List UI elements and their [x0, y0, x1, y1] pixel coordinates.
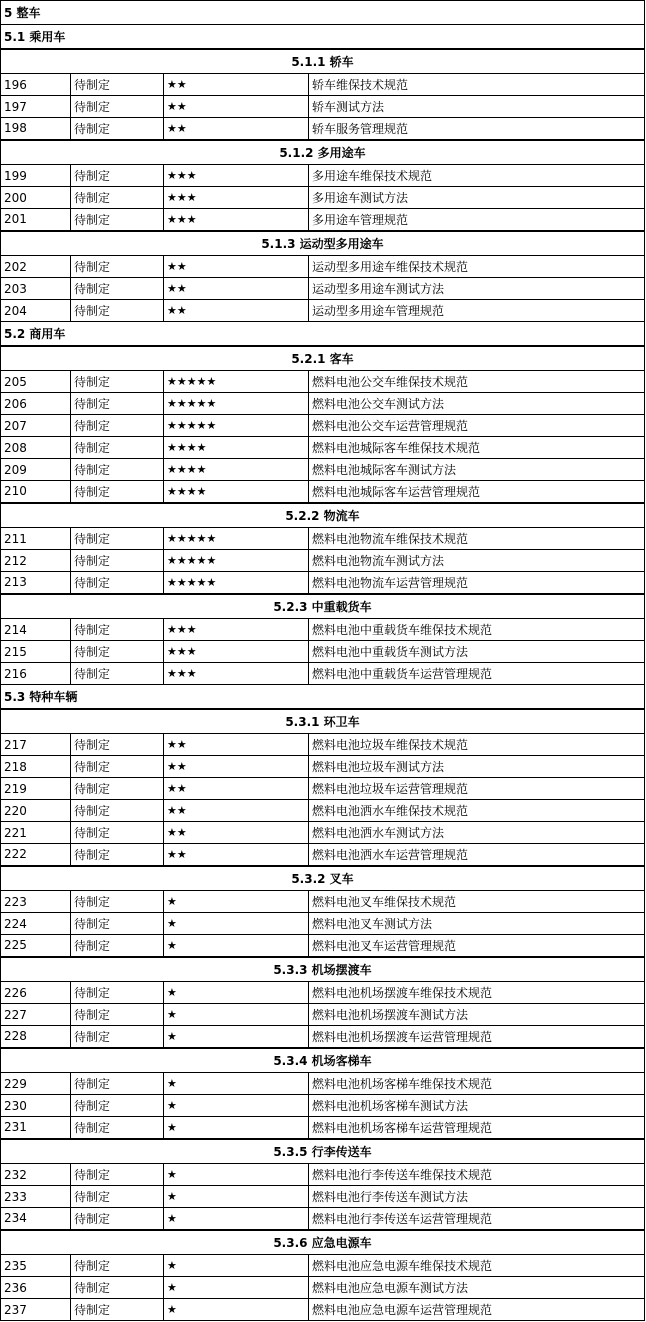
table-row: [1, 481, 645, 503]
table-row: [1, 300, 645, 322]
item-standard-name: 燃料电池公交车测试方法: [309, 393, 645, 415]
item-number: 205: [1, 371, 71, 393]
item-standard-name: 燃料电池城际客车维保技术规范: [309, 437, 645, 459]
table-row: [1, 118, 645, 140]
table-row: [1, 734, 645, 756]
table-row: [1, 778, 645, 800]
item-status: 待制定: [71, 913, 164, 935]
item-priority-stars: ★★★★★: [164, 371, 309, 393]
item-status: 待制定: [71, 1277, 164, 1299]
item-standard-name: 燃料电池洒水车维保技术规范: [309, 800, 645, 822]
table-row: [1, 74, 645, 96]
item-priority-stars: ★★★: [164, 165, 309, 187]
table-row: [1, 935, 645, 957]
item-number: 225: [1, 935, 71, 957]
item-priority-stars: ★: [164, 1255, 309, 1277]
item-number: 200: [1, 187, 71, 209]
item-number: 226: [1, 982, 71, 1004]
item-standard-name: 燃料电池机场摆渡车维保技术规范: [309, 982, 645, 1004]
item-priority-stars: ★: [164, 913, 309, 935]
item-priority-stars: ★★★★: [164, 437, 309, 459]
item-standard-name: 燃料电池洒水车运营管理规范: [309, 844, 645, 866]
item-priority-stars: ★: [164, 1004, 309, 1026]
subsection-title: 5.3.3 机场摆渡车: [1, 957, 645, 982]
item-number: 206: [1, 393, 71, 415]
item-number: 231: [1, 1117, 71, 1139]
table-row: [1, 550, 645, 572]
item-priority-stars: ★★★: [164, 187, 309, 209]
item-status: 待制定: [71, 1208, 164, 1230]
item-number: 199: [1, 165, 71, 187]
item-status: 待制定: [71, 822, 164, 844]
item-number: 220: [1, 800, 71, 822]
item-standard-name: 燃料电池机场摆渡车测试方法: [309, 1004, 645, 1026]
table-row: [1, 209, 645, 231]
item-standard-name: 燃料电池物流车维保技术规范: [309, 528, 645, 550]
item-status: 待制定: [71, 278, 164, 300]
item-priority-stars: ★★: [164, 844, 309, 866]
item-priority-stars: ★★★: [164, 619, 309, 641]
item-number: 233: [1, 1186, 71, 1208]
subsection-header-row: [1, 957, 645, 982]
item-standard-name: 燃料电池中重载货车维保技术规范: [309, 619, 645, 641]
section-title: 5.2 商用车: [1, 322, 645, 346]
item-status: 待制定: [71, 619, 164, 641]
item-priority-stars: ★: [164, 982, 309, 1004]
item-priority-stars: ★: [164, 935, 309, 957]
item-priority-stars: ★★★★★: [164, 572, 309, 594]
item-number: 221: [1, 822, 71, 844]
standards-table-body: [1, 1, 645, 1321]
item-standard-name: 燃料电池城际客车运营管理规范: [309, 481, 645, 503]
item-priority-stars: ★★★: [164, 663, 309, 685]
item-priority-stars: ★★★: [164, 209, 309, 231]
item-priority-stars: ★★★★: [164, 481, 309, 503]
item-priority-stars: ★: [164, 1299, 309, 1321]
subsection-header-row: [1, 231, 645, 256]
item-number: 219: [1, 778, 71, 800]
item-number: 232: [1, 1164, 71, 1186]
item-standard-name: 燃料电池叉车测试方法: [309, 913, 645, 935]
item-status: 待制定: [71, 1255, 164, 1277]
item-priority-stars: ★★: [164, 300, 309, 322]
item-priority-stars: ★★: [164, 118, 309, 140]
item-priority-stars: ★★: [164, 256, 309, 278]
table-row: [1, 187, 645, 209]
item-number: 197: [1, 96, 71, 118]
item-number: 222: [1, 844, 71, 866]
table-row: [1, 822, 645, 844]
table-row: [1, 256, 645, 278]
table-row: [1, 982, 645, 1004]
item-status: 待制定: [71, 1299, 164, 1321]
item-number: 215: [1, 641, 71, 663]
section-title: 5 整车: [1, 1, 645, 25]
item-priority-stars: ★★: [164, 822, 309, 844]
table-row: [1, 393, 645, 415]
item-standard-name: 燃料电池公交车维保技术规范: [309, 371, 645, 393]
subsection-header-row: [1, 1139, 645, 1164]
item-priority-stars: ★★★★★: [164, 550, 309, 572]
table-row: [1, 1208, 645, 1230]
item-number: 234: [1, 1208, 71, 1230]
item-priority-stars: ★★: [164, 734, 309, 756]
item-status: 待制定: [71, 481, 164, 503]
item-standard-name: 轿车服务管理规范: [309, 118, 645, 140]
section-header-row: [1, 322, 645, 346]
item-number: 236: [1, 1277, 71, 1299]
subsection-header-row: [1, 1230, 645, 1255]
item-status: 待制定: [71, 1004, 164, 1026]
item-number: 203: [1, 278, 71, 300]
item-number: 223: [1, 891, 71, 913]
item-standard-name: 燃料电池公交车运营管理规范: [309, 415, 645, 437]
table-row: [1, 1255, 645, 1277]
item-status: 待制定: [71, 982, 164, 1004]
item-standard-name: 燃料电池垃圾车运营管理规范: [309, 778, 645, 800]
item-priority-stars: ★★: [164, 756, 309, 778]
item-standard-name: 燃料电池叉车维保技术规范: [309, 891, 645, 913]
table-row: [1, 1004, 645, 1026]
item-status: 待制定: [71, 800, 164, 822]
item-status: 待制定: [71, 641, 164, 663]
item-number: 230: [1, 1095, 71, 1117]
item-number: 237: [1, 1299, 71, 1321]
item-status: 待制定: [71, 844, 164, 866]
item-standard-name: 燃料电池行李传送车测试方法: [309, 1186, 645, 1208]
item-priority-stars: ★★: [164, 278, 309, 300]
item-status: 待制定: [71, 209, 164, 231]
item-status: 待制定: [71, 1164, 164, 1186]
item-status: 待制定: [71, 393, 164, 415]
item-number: 218: [1, 756, 71, 778]
item-number: 228: [1, 1026, 71, 1048]
table-row: [1, 891, 645, 913]
item-number: 211: [1, 528, 71, 550]
item-number: 210: [1, 481, 71, 503]
subsection-title: 5.3.6 应急电源车: [1, 1230, 645, 1255]
table-row: [1, 415, 645, 437]
subsection-header-row: [1, 346, 645, 371]
subsection-header-row: [1, 140, 645, 165]
subsection-title: 5.3.5 行李传送车: [1, 1139, 645, 1164]
item-status: 待制定: [71, 415, 164, 437]
item-standard-name: 燃料电池机场客梯车运营管理规范: [309, 1117, 645, 1139]
item-priority-stars: ★★: [164, 778, 309, 800]
item-standard-name: 多用途车维保技术规范: [309, 165, 645, 187]
item-priority-stars: ★★★★★: [164, 528, 309, 550]
item-number: 198: [1, 118, 71, 140]
table-row: [1, 800, 645, 822]
subsection-header-row: [1, 866, 645, 891]
item-standard-name: 多用途车管理规范: [309, 209, 645, 231]
item-status: 待制定: [71, 1073, 164, 1095]
item-priority-stars: ★★★★★: [164, 415, 309, 437]
item-number: 217: [1, 734, 71, 756]
item-standard-name: 燃料电池应急电源车维保技术规范: [309, 1255, 645, 1277]
table-row: [1, 844, 645, 866]
item-number: 229: [1, 1073, 71, 1095]
table-row: [1, 1164, 645, 1186]
item-status: 待制定: [71, 371, 164, 393]
table-row: [1, 1117, 645, 1139]
item-standard-name: 燃料电池洒水车测试方法: [309, 822, 645, 844]
subsection-title: 5.3.4 机场客梯车: [1, 1048, 645, 1073]
item-standard-name: 燃料电池机场摆渡车运营管理规范: [309, 1026, 645, 1048]
item-standard-name: 燃料电池应急电源车测试方法: [309, 1277, 645, 1299]
table-row: [1, 1299, 645, 1321]
item-status: 待制定: [71, 96, 164, 118]
subsection-title: 5.3.2 叉车: [1, 866, 645, 891]
item-standard-name: 运动型多用途车测试方法: [309, 278, 645, 300]
item-number: 209: [1, 459, 71, 481]
table-row: [1, 528, 645, 550]
subsection-title: 5.1.1 轿车: [1, 49, 645, 74]
item-status: 待制定: [71, 256, 164, 278]
item-priority-stars: ★★: [164, 96, 309, 118]
table-row: [1, 913, 645, 935]
section-header-row: [1, 685, 645, 709]
table-row: [1, 572, 645, 594]
subsection-title: 5.2.2 物流车: [1, 503, 645, 528]
item-priority-stars: ★: [164, 1073, 309, 1095]
subsection-title: 5.1.3 运动型多用途车: [1, 231, 645, 256]
item-number: 224: [1, 913, 71, 935]
item-number: 235: [1, 1255, 71, 1277]
item-standard-name: 燃料电池垃圾车测试方法: [309, 756, 645, 778]
item-standard-name: 燃料电池应急电源车运营管理规范: [309, 1299, 645, 1321]
item-standard-name: 轿车维保技术规范: [309, 74, 645, 96]
item-status: 待制定: [71, 734, 164, 756]
item-standard-name: 燃料电池垃圾车维保技术规范: [309, 734, 645, 756]
section-title: 5.1 乘用车: [1, 25, 645, 49]
item-number: 227: [1, 1004, 71, 1026]
table-row: [1, 663, 645, 685]
item-number: 207: [1, 415, 71, 437]
item-standard-name: 运动型多用途车管理规范: [309, 300, 645, 322]
item-priority-stars: ★: [164, 1117, 309, 1139]
item-standard-name: 运动型多用途车维保技术规范: [309, 256, 645, 278]
item-status: 待制定: [71, 1095, 164, 1117]
item-standard-name: 燃料电池物流车运营管理规范: [309, 572, 645, 594]
item-number: 213: [1, 572, 71, 594]
item-status: 待制定: [71, 118, 164, 140]
item-standard-name: 多用途车测试方法: [309, 187, 645, 209]
item-number: 214: [1, 619, 71, 641]
item-priority-stars: ★: [164, 1208, 309, 1230]
table-row: [1, 1277, 645, 1299]
item-standard-name: 燃料电池机场客梯车测试方法: [309, 1095, 645, 1117]
table-row: [1, 437, 645, 459]
table-row: [1, 619, 645, 641]
table-row: [1, 459, 645, 481]
table-row: [1, 278, 645, 300]
item-standard-name: 燃料电池物流车测试方法: [309, 550, 645, 572]
item-priority-stars: ★: [164, 1164, 309, 1186]
item-status: 待制定: [71, 459, 164, 481]
item-standard-name: 燃料电池城际客车测试方法: [309, 459, 645, 481]
subsection-header-row: [1, 503, 645, 528]
item-number: 208: [1, 437, 71, 459]
subsection-header-row: [1, 1048, 645, 1073]
item-status: 待制定: [71, 1186, 164, 1208]
subsection-header-row: [1, 49, 645, 74]
table-row: [1, 1095, 645, 1117]
table-row: [1, 756, 645, 778]
item-status: 待制定: [71, 300, 164, 322]
section-header-row: [1, 25, 645, 49]
table-row: [1, 641, 645, 663]
table-row: [1, 165, 645, 187]
item-number: 216: [1, 663, 71, 685]
item-number: 202: [1, 256, 71, 278]
item-priority-stars: ★: [164, 1026, 309, 1048]
item-number: 201: [1, 209, 71, 231]
item-standard-name: 燃料电池行李传送车维保技术规范: [309, 1164, 645, 1186]
item-standard-name: 燃料电池行李传送车运营管理规范: [309, 1208, 645, 1230]
subsection-header-row: [1, 594, 645, 619]
item-standard-name: 燃料电池中重载货车测试方法: [309, 641, 645, 663]
item-status: 待制定: [71, 187, 164, 209]
subsection-title: 5.2.3 中重载货车: [1, 594, 645, 619]
table-row: [1, 1186, 645, 1208]
item-priority-stars: ★: [164, 1186, 309, 1208]
item-number: 196: [1, 74, 71, 96]
item-status: 待制定: [71, 437, 164, 459]
subsection-title: 5.2.1 客车: [1, 346, 645, 371]
item-status: 待制定: [71, 550, 164, 572]
item-status: 待制定: [71, 663, 164, 685]
item-priority-stars: ★★★★★: [164, 393, 309, 415]
item-priority-stars: ★★: [164, 800, 309, 822]
subsection-title: 5.1.2 多用途车: [1, 140, 645, 165]
section-header-row: [1, 1, 645, 25]
item-status: 待制定: [71, 572, 164, 594]
item-status: 待制定: [71, 756, 164, 778]
item-standard-name: 燃料电池中重载货车运营管理规范: [309, 663, 645, 685]
table-row: [1, 96, 645, 118]
item-priority-stars: ★★★: [164, 641, 309, 663]
item-priority-stars: ★: [164, 1277, 309, 1299]
item-status: 待制定: [71, 935, 164, 957]
item-priority-stars: ★: [164, 891, 309, 913]
item-status: 待制定: [71, 1026, 164, 1048]
item-status: 待制定: [71, 165, 164, 187]
item-number: 204: [1, 300, 71, 322]
item-status: 待制定: [71, 74, 164, 96]
item-priority-stars: ★: [164, 1095, 309, 1117]
item-standard-name: 轿车测试方法: [309, 96, 645, 118]
subsection-title: 5.3.1 环卫车: [1, 709, 645, 734]
item-priority-stars: ★★: [164, 74, 309, 96]
item-standard-name: 燃料电池叉车运营管理规范: [309, 935, 645, 957]
section-title: 5.3 特种车辆: [1, 685, 645, 709]
item-status: 待制定: [71, 891, 164, 913]
subsection-header-row: [1, 709, 645, 734]
item-number: 212: [1, 550, 71, 572]
table-row: [1, 1026, 645, 1048]
table-row: [1, 1073, 645, 1095]
item-status: 待制定: [71, 1117, 164, 1139]
item-priority-stars: ★★★★: [164, 459, 309, 481]
item-standard-name: 燃料电池机场客梯车维保技术规范: [309, 1073, 645, 1095]
table-row: [1, 371, 645, 393]
item-status: 待制定: [71, 778, 164, 800]
item-status: 待制定: [71, 528, 164, 550]
